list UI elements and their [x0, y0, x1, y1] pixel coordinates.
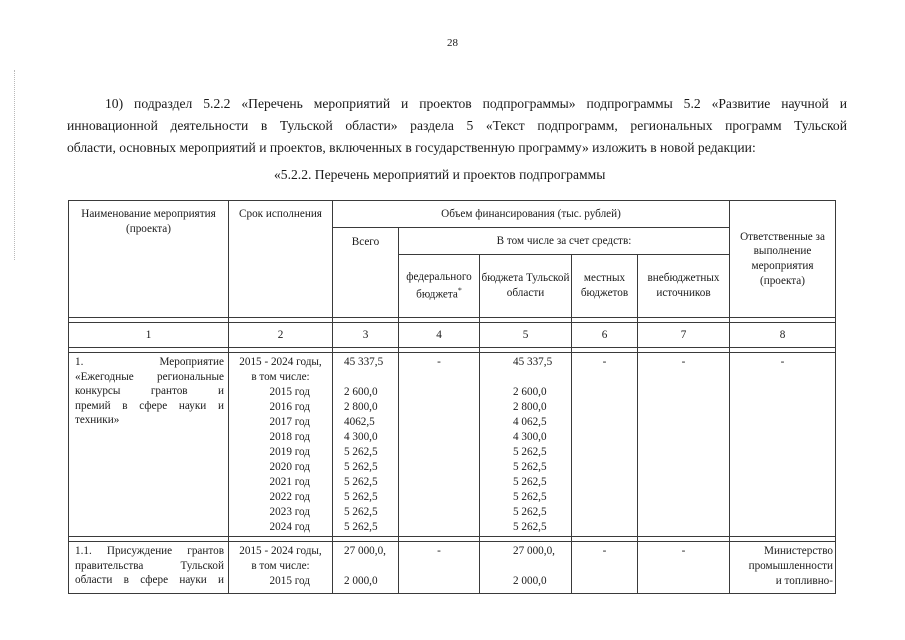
term-value: 2018 год — [269, 431, 310, 443]
total-value: 2 800,0 — [344, 401, 378, 413]
local-value: - — [572, 353, 638, 537]
header-federal: федерального бюджета* — [399, 255, 480, 318]
term-value: 2021 год — [269, 476, 310, 488]
extra-value: - — [638, 542, 730, 594]
total-value — [333, 559, 398, 574]
term-value: 2015 - 2024 годы, — [239, 356, 322, 368]
measures-table — [68, 200, 836, 594]
responsible-value: Министерство — [764, 545, 833, 557]
measure-name-line: 1. Мероприятие — [75, 356, 224, 368]
term-value: 2015 - 2024 годы, — [239, 545, 322, 557]
term-value: 2024 год — [269, 521, 310, 533]
header-regional: бюджета Тульской области — [480, 255, 572, 318]
local-value: - — [572, 542, 638, 594]
table-row — [69, 542, 836, 594]
term-value: 2015 год — [269, 575, 310, 587]
term-list — [229, 542, 333, 594]
page-number: 28 — [447, 37, 458, 49]
term-value: 2019 год — [269, 446, 310, 458]
regional-list — [480, 542, 572, 594]
regional-value: 5 262,5 — [513, 461, 547, 473]
header-including: В том числе за счет средств: — [399, 228, 730, 255]
column-number: 6 — [572, 323, 638, 348]
intro-paragraph — [67, 93, 847, 159]
regional-value: 2 000,0 — [513, 575, 547, 587]
term-value: 2020 год — [269, 461, 310, 473]
total-value: 5 262,5 — [344, 446, 378, 458]
regional-value: 5 262,5 — [513, 446, 547, 458]
measure-name-line: премий в сфере науки и — [75, 399, 224, 412]
total-value: 5 262,5 — [344, 461, 378, 473]
column-number: 8 — [730, 323, 836, 348]
header-name: Наименование мероприятия (проекта) — [69, 201, 229, 318]
header-term: Срок исполнения — [229, 201, 333, 318]
column-number: 7 — [638, 323, 730, 348]
header-funding: Объем финансирования (тыс. рублей) — [333, 201, 730, 228]
regional-list — [480, 353, 572, 537]
measure-name — [69, 353, 229, 537]
term-value: 2015 год — [269, 386, 310, 398]
intro-line: инновационной деятельности в Тульской области» раздела 5 «Текст подпрограмм, региональных программ Тульской — [67, 118, 847, 133]
regional-value: 2 600,0 — [513, 386, 547, 398]
measure-name-line: 1.1. Присуждение грантов — [75, 545, 224, 557]
regional-value: 2 800,0 — [513, 401, 547, 413]
measure-name-line: «Ежегодные региональные — [75, 370, 224, 383]
term-value: в том числе: — [251, 560, 310, 572]
intro-line: области, основных мероприятий и проектов, включенных в государственную программу» изложить в новой редакции: — [67, 140, 756, 155]
term-value: 2022 год — [269, 491, 310, 503]
regional-value: 5 262,5 — [513, 476, 547, 488]
regional-value — [480, 559, 571, 574]
total-value: 5 262,5 — [344, 476, 378, 488]
header-local: местных бюджетов — [572, 255, 638, 318]
regional-value: 5 262,5 — [513, 491, 547, 503]
regional-value: 4 062,5 — [513, 416, 547, 428]
regional-value — [480, 370, 571, 385]
term-value: 2016 год — [269, 401, 310, 413]
regional-value: 4 300,0 — [513, 431, 547, 443]
binding-margin-marks — [14, 70, 18, 260]
total-value: 5 262,5 — [344, 521, 378, 533]
measure-name — [69, 542, 229, 594]
total-value — [333, 370, 398, 385]
column-number: 3 — [333, 323, 399, 348]
total-value: 4 300,0 — [344, 431, 378, 443]
measure-name-line: конкурсы грантов и — [75, 385, 224, 398]
regional-value: 5 262,5 — [513, 506, 547, 518]
total-value: 27 000,0, — [344, 545, 386, 557]
measure-name-line: техники» — [75, 414, 120, 427]
column-number: 5 — [480, 323, 572, 348]
total-list — [333, 353, 399, 537]
extra-value: - — [638, 353, 730, 537]
responsible-value: и топливно- — [775, 575, 833, 587]
total-value: 45 337,5 — [344, 356, 384, 368]
term-value: 2023 год — [269, 506, 310, 518]
header-extra: внебюджетных источников — [638, 255, 730, 318]
measure-name-line: правительства Тульской — [75, 559, 224, 572]
intro-line: 10) подраздел 5.2.2 «Перечень мероприятий и проектов подпрограммы» подпрограммы 5.2 «Развитие научной и — [105, 96, 847, 111]
term-list — [229, 353, 333, 537]
responsible-value: промышленности — [748, 560, 833, 572]
total-value: 5 262,5 — [344, 491, 378, 503]
total-value: 4062,5 — [344, 416, 375, 428]
section-title: «5.2.2. Перечень мероприятий и проектов подпрограммы — [274, 167, 606, 182]
column-numbers-row — [69, 323, 836, 348]
column-number: 2 — [229, 323, 333, 348]
total-list — [333, 542, 399, 594]
regional-value: 5 262,5 — [513, 521, 547, 533]
footnote-mark: * — [457, 286, 462, 296]
header-total: Всего — [333, 228, 399, 318]
header-responsible: Ответственные за выполнение мероприятия (проекта) — [730, 201, 836, 318]
regional-value: 27 000,0, — [513, 545, 555, 557]
total-value: 5 262,5 — [344, 506, 378, 518]
total-value: 2 600,0 — [344, 386, 378, 398]
total-value: 2 000,0 — [344, 575, 378, 587]
term-value: 2017 год — [269, 416, 310, 428]
responsible-list — [730, 542, 836, 594]
federal-value: - — [399, 542, 480, 594]
term-value: в том числе: — [251, 371, 310, 383]
table-row — [69, 353, 836, 537]
measure-name-line: области в сфере науки и — [75, 574, 224, 587]
responsible-value: - — [730, 353, 836, 537]
regional-value: 45 337,5 — [513, 356, 553, 368]
column-number: 4 — [399, 323, 480, 348]
column-number: 1 — [69, 323, 229, 348]
federal-value: - — [399, 353, 480, 537]
